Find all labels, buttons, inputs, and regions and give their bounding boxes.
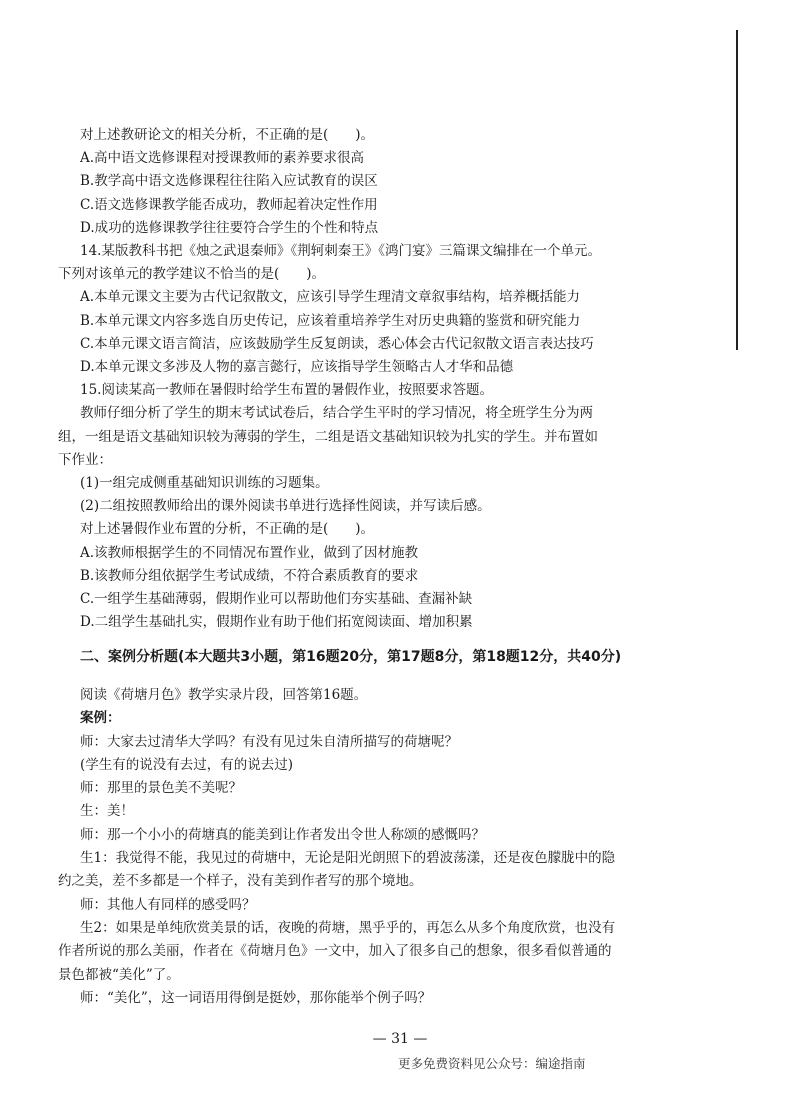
dialogue-line: 景色都被“美化”了。	[58, 966, 180, 983]
q14-option-d: D.本单元课文多涉及人物的嘉言懿行，应该指导学生领略古人才华和品德	[80, 359, 514, 376]
case-analysis	[58, 684, 698, 1010]
q14-option-c: C.本单元课文语言简洁，应该鼓励学生反复朗读，悉心体会古代记叙散文语言表达技巧	[80, 335, 594, 352]
dialogue-line: 生：美！	[80, 803, 134, 820]
q13-option-a: A.高中语文选修课程对授课教师的素养要求很高	[80, 150, 365, 167]
q15-question: 对上述暑假作业布置的分析，不正确的是( )。	[80, 521, 375, 538]
case-intro: 阅读《荷塘月色》教学实录片段，回答第16题。	[80, 687, 368, 703]
q15-task-2: (2)二组按照教师给出的课外阅读书单进行选择性阅读，并写读后感。	[80, 498, 491, 515]
dialogue-line: 作者所说的那么美丽，作者在《荷塘月色》一文中，加入了很多自己的想象，很多看似普通的	[58, 943, 612, 960]
section-heading: 二、案例分析题(本大题共3小题，第16题20分，第17题8分，第18题12分，共40分)	[80, 649, 622, 665]
q14-option-b: B.本单元课文内容多选自历史传记，应该着重培养学生对历史典籍的鉴赏和研究能力	[80, 312, 581, 329]
q13-stem: 对上述教研论文的相关分析，不正确的是( )。	[80, 127, 375, 143]
dialogue-line: 生2：如果是单纯欣赏美景的话，夜晚的荷塘，黑乎乎的，再怎么从多个角度欣赏，也没有	[80, 919, 616, 936]
q14-option-a: A.本单元课文主要为古代记叙散文，应该引导学生理清文章叙事结构，培养概括能力	[80, 289, 581, 306]
q15-option-b: B.该教师分组依据学生考试成绩，不符合素质教育的要求	[80, 567, 419, 584]
q15-option-c: C.一组学生基础薄弱，假期作业可以帮助他们夯实基础、查漏补缺	[80, 591, 473, 608]
footer-note: 更多免费资料见公众号：编途指南	[398, 1056, 586, 1071]
q15-material-line: 下作业：	[58, 451, 112, 468]
page-number: — 31 —	[372, 1031, 428, 1047]
q13-option-c: C.语文选修课教学能否成功，教师起着决定性作用	[80, 196, 378, 213]
dialogue-line: 师：那里的景色美不美呢？	[80, 780, 242, 797]
q15-option-d: D.二组学生基础扎实，假期作业有助于他们拓宽阅读面、增加积累	[80, 614, 473, 631]
case-label: 案例：	[80, 710, 121, 727]
q15-stem: 15.阅读某高一教师在暑假时给学生布置的暑假作业，按照要求答题。	[80, 382, 493, 399]
dialogue-line: 师：那一个小小的荷塘真的能美到让作者发出令世人称颂的感慨吗？	[80, 826, 485, 843]
q13-option-d: D.成功的选修课教学往往要符合学生的个性和特点	[80, 219, 379, 236]
q14-stem-line1: 14.某版教科书把《烛之武退秦师》《荆轲刺秦王》《鸿门宴》三篇课文编排在一个单元。	[80, 243, 601, 260]
q15-option-a: A.该教师根据学生的不同情况布置作业，做到了因材施教	[80, 544, 419, 561]
dialogue-line: 师：“美化”，这一词语用得倒是挺妙，那你能举个例子吗？	[80, 989, 432, 1006]
dialogue-line: 师：大家去过清华大学吗？有没有见过朱自清所描写的荷塘呢？	[80, 733, 458, 750]
q14-stem-line2: 下列对该单元的教学建议不恰当的是( )。	[58, 266, 326, 283]
dialogue-line: 生1：我觉得不能，我见过的荷塘中，无论是阳光朗照下的碧波荡漾，还是夜色朦胧中的隐	[80, 850, 616, 867]
dialogue-line: 师：其他人有同样的感受吗？	[80, 896, 256, 913]
q15-material-line: 组，一组是语文基础知识较为薄弱的学生，二组是语文基础知识较为扎实的学生。并布置如	[58, 428, 598, 445]
q15-material-line: 教师仔细分析了学生的期末考试试卷后，结合学生平时的学习情况，将全班学生分为两	[80, 405, 593, 422]
dialogue-line: (学生有的说没有去过，有的说去过)	[80, 756, 294, 773]
q15-task-1: (1)一组完成侧重基础知识训练的习题集。	[80, 475, 329, 492]
scan-edge-line	[736, 30, 738, 350]
questions-13-15	[58, 124, 698, 634]
q13-option-b: B.教学高中语文选修课程往往陷入应试教育的误区	[80, 173, 378, 190]
dialogue-line: 约之美，差不多都是一个样子，没有美到作者写的那个境地。	[58, 873, 423, 890]
